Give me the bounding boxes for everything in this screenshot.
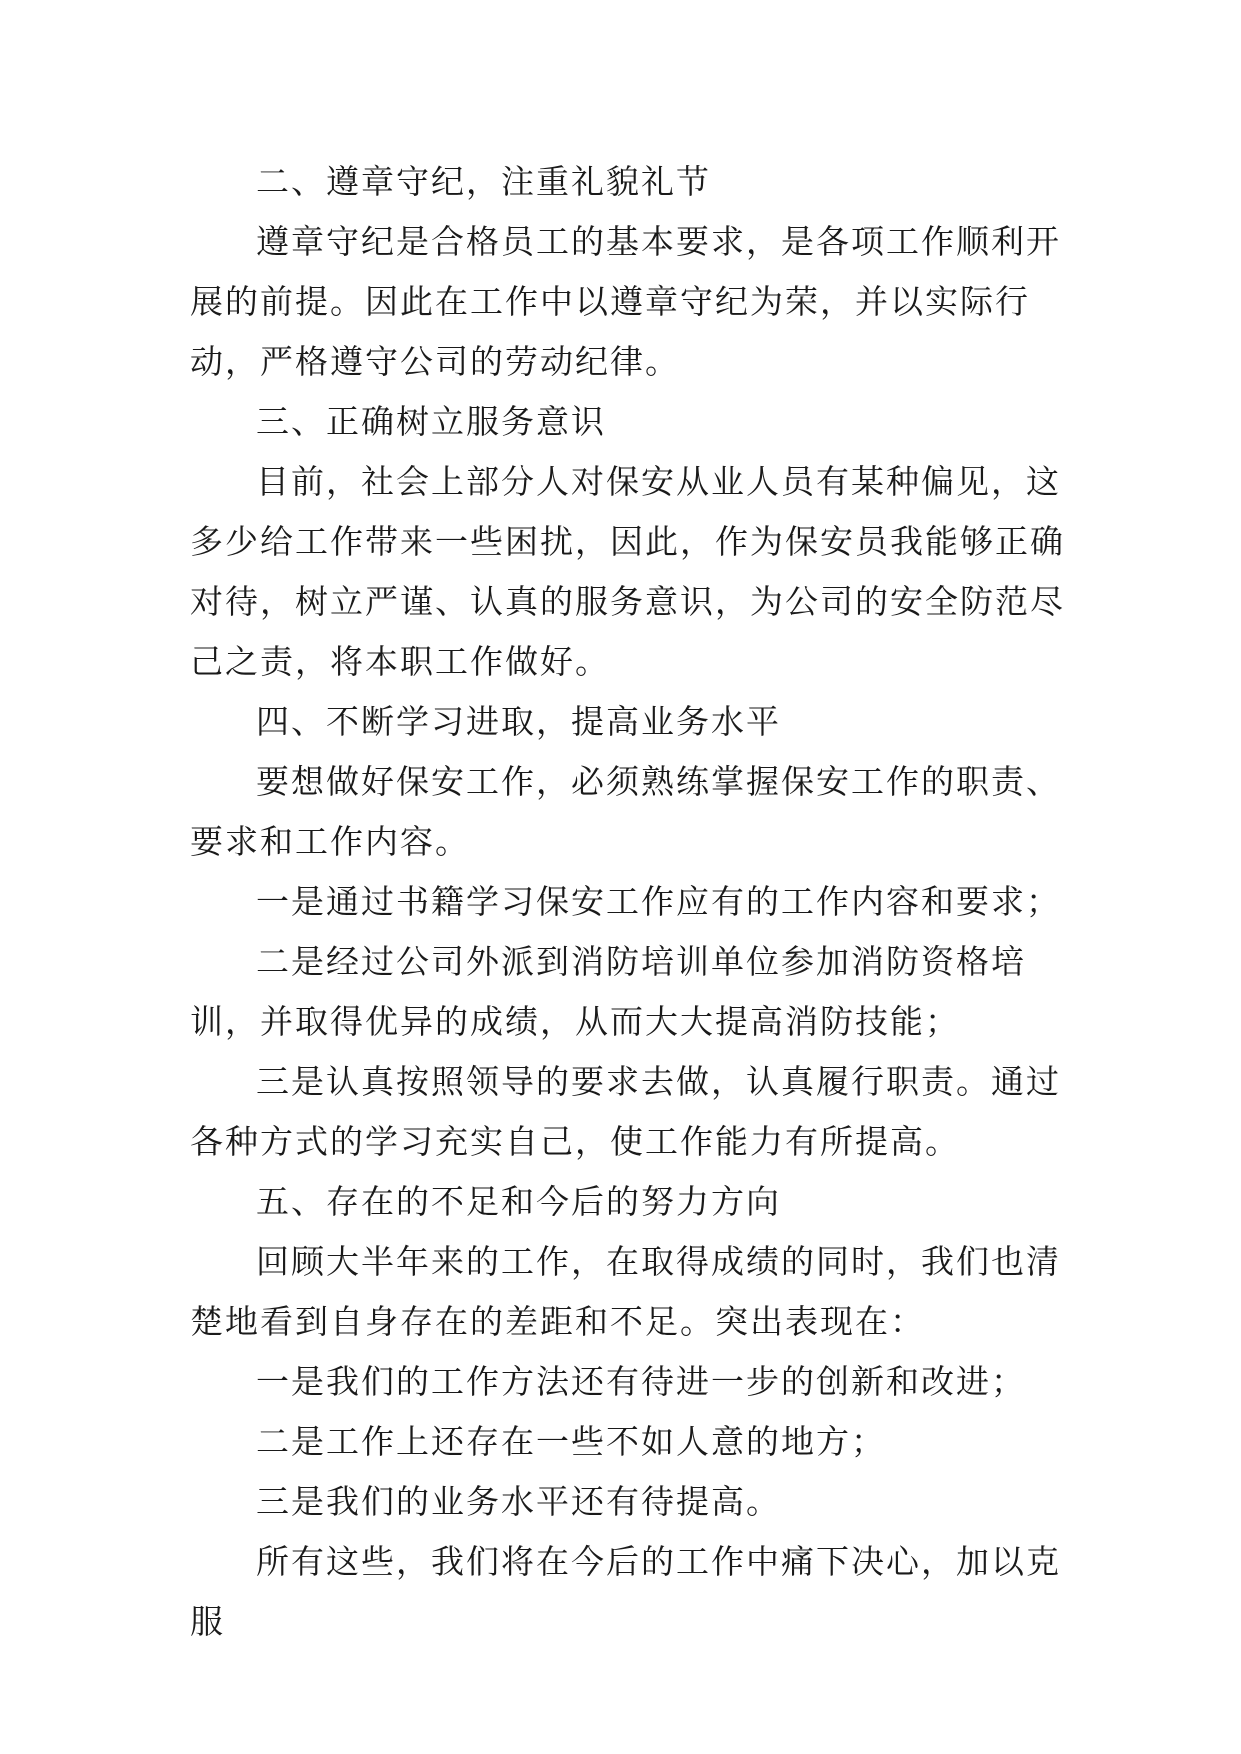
paragraph: 要想做好保安工作，必须熟练掌握保安工作的职责、要求和工作内容。 xyxy=(190,762,1061,861)
section-heading-5: 五、存在的不足和今后的努力方向 xyxy=(256,1182,781,1221)
section-heading-4: 四、不断学习进取，提高业务水平 xyxy=(256,702,781,741)
paragraph: 目前，社会上部分人对保安从业人员有某种偏见，这多少给工作带来一些困扰，因此，作为保安员我能够正确对待，树立严谨、认真的服务意识，为公司的安全防范尽己之责，将本职工作做好。 xyxy=(190,462,1065,681)
list-item: 一是通过书籍学习保安工作应有的工作内容和要求； xyxy=(256,882,1061,921)
list-item: 三是认真按照领导的要求去做，认真履行职责。通过各种方式的学习充实自己，使工作能力有所提高。 xyxy=(190,1062,1061,1161)
paragraph: 遵章守纪是合格员工的基本要求，是各项工作顺利开展的前提。因此在工作中以遵章守纪为荣，并以实际行动，严格遵守公司的劳动纪律。 xyxy=(190,222,1061,381)
section-heading-3: 三、正确树立服务意识 xyxy=(256,402,606,441)
document-body xyxy=(190,152,1070,1652)
list-item: 一是我们的工作方法还有待进一步的创新和改进； xyxy=(256,1362,1026,1401)
list-item: 二是工作上还存在一些不如人意的地方； xyxy=(256,1422,886,1461)
paragraph: 回顾大半年来的工作，在取得成绩的同时，我们也清楚地看到自身存在的差距和不足。突出表现在： xyxy=(190,1242,1061,1341)
list-item: 二是经过公司外派到消防培训单位参加消防资格培训，并取得优异的成绩，从而大大提高消防技能； xyxy=(190,942,1026,1041)
list-item: 三是我们的业务水平还有待提高。 xyxy=(256,1482,781,1521)
section-heading-2: 二、遵章守纪，注重礼貌礼节 xyxy=(256,162,711,201)
paragraph: 所有这些，我们将在今后的工作中痛下决心，加以克服 xyxy=(190,1542,1061,1641)
